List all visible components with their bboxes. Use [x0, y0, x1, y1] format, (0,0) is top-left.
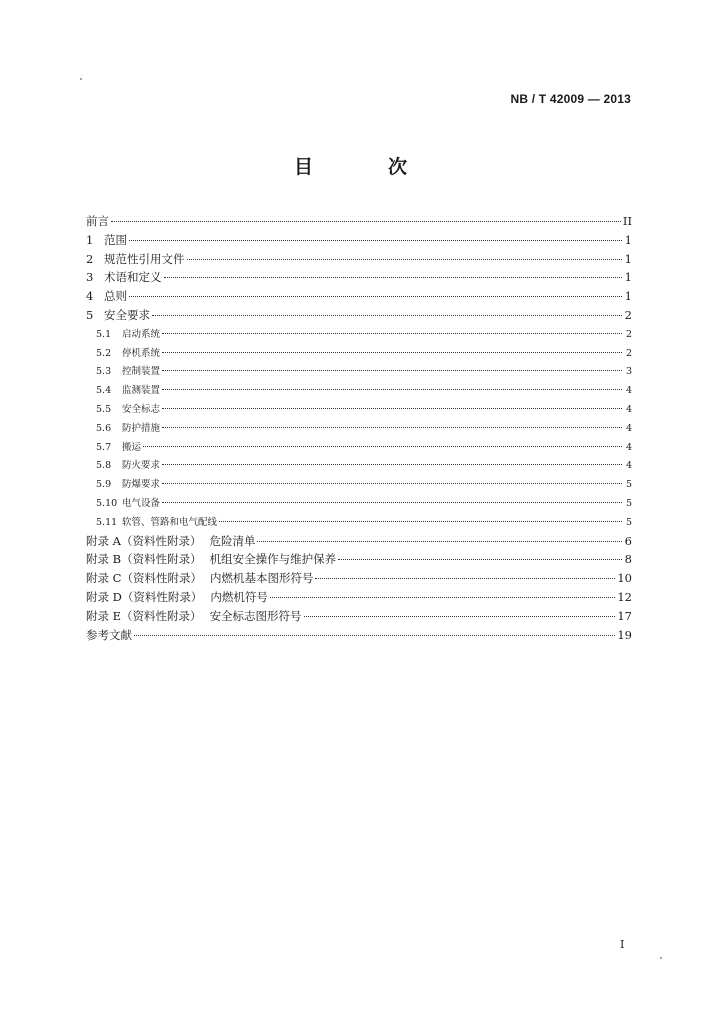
dot-leader — [162, 389, 622, 390]
toc-entry-title: 电气设备 — [122, 497, 161, 509]
toc-entry-page: 3 — [625, 366, 632, 378]
toc-entry-title: 前言 — [86, 214, 109, 228]
toc-entry[interactable] — [86, 608, 632, 627]
toc-entry-title: 搬运 — [122, 441, 142, 453]
toc-entry-number: 5.8 — [96, 460, 112, 472]
toc-entry-page: 1 — [624, 289, 632, 304]
toc-entry-page: 1 — [624, 270, 632, 285]
dot-leader — [338, 559, 622, 560]
toc-entry-title: 机组安全操作与维护保养 — [209, 552, 337, 567]
toc-entry-page: 6 — [624, 533, 632, 548]
toc-entry[interactable] — [86, 551, 632, 570]
dot-leader — [270, 597, 615, 598]
table-of-contents — [86, 213, 632, 645]
toc-entry-title: 范围 — [104, 232, 127, 247]
scan-speck — [80, 78, 82, 80]
toc-entry-title: 内燃机符号 — [210, 589, 268, 604]
toc-entry-number: 5.11 — [96, 516, 118, 528]
toc-entry[interactable] — [86, 288, 632, 307]
toc-entry-title: 安全标志 — [122, 403, 161, 415]
toc-entry-number: 5.9 — [96, 479, 112, 491]
dot-leader — [257, 541, 622, 542]
toc-entry-page: 1 — [624, 232, 632, 247]
dot-leader — [304, 616, 616, 617]
toc-entry[interactable] — [86, 476, 632, 495]
toc-entry[interactable] — [86, 439, 632, 458]
dot-leader — [187, 259, 623, 260]
toc-entry-page: 17 — [617, 608, 632, 623]
dot-leader — [111, 221, 621, 222]
toc-entry-title: 启动系统 — [122, 328, 161, 340]
toc-entry-page: 4 — [625, 422, 632, 434]
toc-entry-number: 5.10 — [96, 497, 118, 509]
dot-leader — [162, 427, 622, 428]
toc-entry[interactable] — [86, 533, 632, 552]
toc-entry-title: 安全要求 — [104, 307, 150, 322]
dot-leader — [162, 483, 622, 484]
toc-entry[interactable] — [86, 627, 632, 646]
toc-entry[interactable] — [86, 232, 632, 251]
toc-entry-number: 1 — [86, 232, 94, 247]
toc-entry-page: 5 — [625, 479, 632, 491]
dot-leader — [152, 315, 622, 316]
toc-entry-page: 2 — [624, 307, 632, 322]
toc-entry-number: 5.1 — [96, 328, 112, 340]
toc-entry-title: 防火要求 — [122, 460, 161, 472]
toc-entry[interactable] — [86, 251, 632, 270]
toc-entry-number: 5.3 — [96, 366, 112, 378]
toc-annex-label: 附录 D（资料性附录） — [86, 589, 203, 604]
dot-leader — [143, 446, 622, 447]
toc-entry-page: 4 — [625, 460, 632, 472]
toc-entry-title: 安全标志图形符号 — [209, 608, 302, 623]
toc-entry-page: 19 — [617, 627, 632, 642]
page-number: I — [620, 938, 625, 951]
toc-entry-title: 规范性引用文件 — [104, 251, 185, 266]
toc-annex-label: 附录 B（资料性附录） — [86, 552, 202, 567]
toc-entry-title: 软管、管路和电气配线 — [122, 516, 218, 528]
toc-entry-title: 防护措施 — [122, 422, 161, 434]
dot-leader — [129, 296, 622, 297]
toc-entry[interactable] — [86, 213, 632, 232]
dot-leader — [162, 464, 622, 465]
toc-entry-page: 5 — [625, 497, 632, 509]
dot-leader — [129, 240, 622, 241]
toc-entry-number: 3 — [86, 270, 94, 285]
dot-leader — [162, 502, 622, 503]
toc-entry-page: 12 — [617, 589, 632, 604]
toc-entry[interactable] — [86, 345, 632, 364]
toc-entry[interactable] — [86, 307, 632, 326]
toc-entry-title: 总则 — [104, 289, 127, 304]
toc-entry[interactable] — [86, 589, 632, 608]
toc-entry-title: 参考文献 — [86, 627, 132, 642]
toc-entry-number: 2 — [86, 251, 94, 266]
toc-entry[interactable] — [86, 382, 632, 401]
page-title: 目 次 — [293, 156, 435, 178]
toc-entry[interactable] — [86, 363, 632, 382]
toc-entry-number: 5.2 — [96, 347, 112, 359]
toc-entry-page: 4 — [625, 403, 632, 415]
toc-annex-label: 附录 A（资料性附录） — [86, 533, 202, 548]
toc-annex-label: 附录 E（资料性附录） — [86, 608, 202, 623]
toc-annex-label: 附录 C（资料性附录） — [86, 571, 202, 586]
toc-entry-page: 1 — [624, 251, 632, 266]
dot-leader — [162, 333, 622, 334]
toc-entry-title: 停机系统 — [122, 347, 161, 359]
dot-leader — [219, 521, 622, 522]
dot-leader — [134, 635, 615, 636]
dot-leader — [162, 408, 622, 409]
toc-entry-number: 5.4 — [96, 385, 112, 397]
toc-entry-title: 控制装置 — [122, 366, 161, 378]
toc-entry-title: 术语和定义 — [104, 270, 162, 285]
toc-entry-number: 5 — [86, 307, 94, 322]
toc-entry-page: 4 — [625, 385, 632, 397]
toc-entry-title: 内燃机基本图形符号 — [209, 571, 314, 586]
toc-entry-title: 防爆要求 — [122, 479, 161, 491]
toc-entry-page: 10 — [617, 571, 632, 586]
toc-entry-page: 5 — [625, 516, 632, 528]
dot-leader — [162, 370, 622, 371]
toc-entry-page: II — [622, 214, 632, 228]
toc-entry[interactable] — [86, 495, 632, 514]
dot-leader — [315, 578, 615, 579]
dot-leader — [164, 277, 623, 278]
toc-entry-page: 4 — [625, 441, 632, 453]
scan-speck — [660, 957, 662, 959]
toc-entry[interactable] — [86, 570, 632, 589]
toc-entry-page: 2 — [625, 347, 632, 359]
toc-entry[interactable] — [86, 457, 632, 476]
toc-entry-number: 5.5 — [96, 403, 112, 415]
toc-entry-title: 危险清单 — [209, 533, 256, 548]
toc-entry[interactable] — [86, 514, 632, 533]
toc-entry[interactable] — [86, 401, 632, 420]
toc-entry-number: 4 — [86, 289, 94, 304]
dot-leader — [162, 352, 622, 353]
toc-entry-title: 监测装置 — [122, 385, 161, 397]
toc-entry[interactable] — [86, 420, 632, 439]
toc-entry[interactable] — [86, 269, 632, 288]
toc-entry[interactable] — [86, 326, 632, 345]
toc-entry-number: 5.6 — [96, 422, 112, 434]
standard-code: NB / T 42009 — 2013 — [510, 92, 631, 106]
toc-entry-number: 5.7 — [96, 441, 112, 453]
toc-entry-page: 8 — [624, 552, 632, 567]
toc-entry-page: 2 — [625, 328, 632, 340]
